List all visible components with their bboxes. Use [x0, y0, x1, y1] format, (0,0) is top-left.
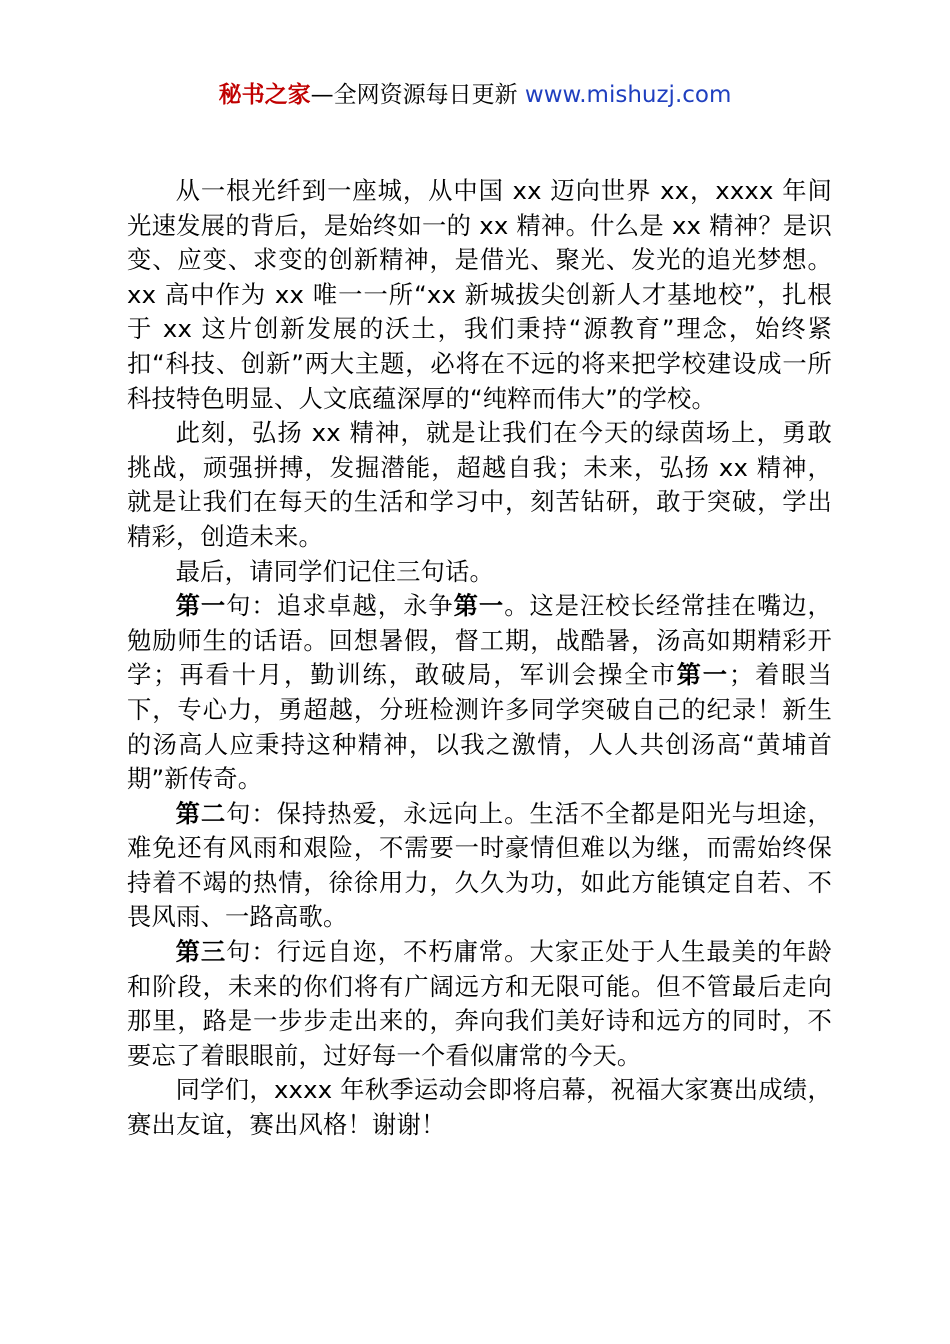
paragraph-5-text: 句：保持热爱，永远向上。生活不全都是阳光与坦途，难免还有风雨和艰险，不需要一时豪情但难以为继，而需始终保持着不竭的热情，徐徐用力，久久为功，如此方能镇定自若、不畏风雨、一路高歌。: [127, 798, 832, 932]
paragraph-6-text: 句：行远自迩，不朽庸常。大家正处于人生最美的年龄和阶段，未来的你们将有广阔远方和无限可能。但不管最后走向那里，路是一步步走出来的，奔向我们美好诗和远方的同时，不要忘了着眼眼前，过好每一个看似庸常的今天。: [127, 937, 832, 1070]
brand-name: 秘书之家: [218, 82, 311, 108]
site-header: [0, 80, 950, 110]
paragraph-5: [127, 797, 832, 935]
site-url-link[interactable]: www.mishuzj.com: [524, 82, 732, 108]
speech-body: [127, 174, 832, 1143]
sentence-one-label: 第一: [175, 591, 227, 621]
header-tagline: —全网资源每日更新: [310, 82, 525, 108]
paragraph-1: 从一根光纤到一座城，从中国 xx 迈向世界 xx，xxxx 年间光速发展的背后，是始终如一的 xx 精神。什么是 xx 精神？是识变、应变、求变的创新精神，是借光、聚光、发光的追光梦想。xx 高中作为 xx 唯一一所“xx 新城拔尖创新人才基地校”，扎根于 xx 这片创新发展的沃土，我们秉持“源教育”理念，始终紧扣“科技、创新”两大主题，必将在不远的将来把学校建设成一所科技特色明显、人文底蕴深厚的“纯粹而伟大”的学校。: [127, 176, 832, 413]
sentence-three-label: 第三: [175, 937, 227, 967]
paragraph-7: 同学们，xxxx 年秋季运动会即将启幕，祝福大家赛出成绩，赛出友谊，赛出风格！谢谢！: [127, 1075, 832, 1140]
paragraph-2: 此刻，弘扬 xx 精神，就是让我们在今天的绿茵场上，勇敢挑战，顽强拼搏，发掘潜能，超越自我；未来，弘扬 xx 精神，就是让我们在每天的生活和学习中，刻苦钻研，敢于突破，学出精彩，创造未来。: [127, 418, 832, 551]
paragraph-3: 最后，请同学们记住三句话。: [175, 556, 495, 586]
paragraph-4: [127, 589, 832, 797]
emphasis-first-city: 第一: [676, 660, 729, 690]
paragraph-4-text-b: 。这是汪校长经常挂在嘴边，勉励师生的话语。回想暑假，督工期，战酷暑，汤高如期精彩开学；再看十月，勤训练，敢破局，军训会操全市: [127, 591, 832, 690]
paragraph-4-text-a: 句：追求卓越，永争: [226, 591, 454, 621]
sentence-two-label: 第二: [175, 798, 227, 828]
paragraph-6: [127, 935, 832, 1073]
paragraph-4-text-c: ；着眼当下，专心力，勇超越，分班检测许多同学突破自己的纪录！新生的汤高人应秉持这种精神，以我之激情，人人共创汤高“黄埔首期”新传奇。: [127, 660, 832, 794]
emphasis-first: 第一: [453, 591, 505, 621]
